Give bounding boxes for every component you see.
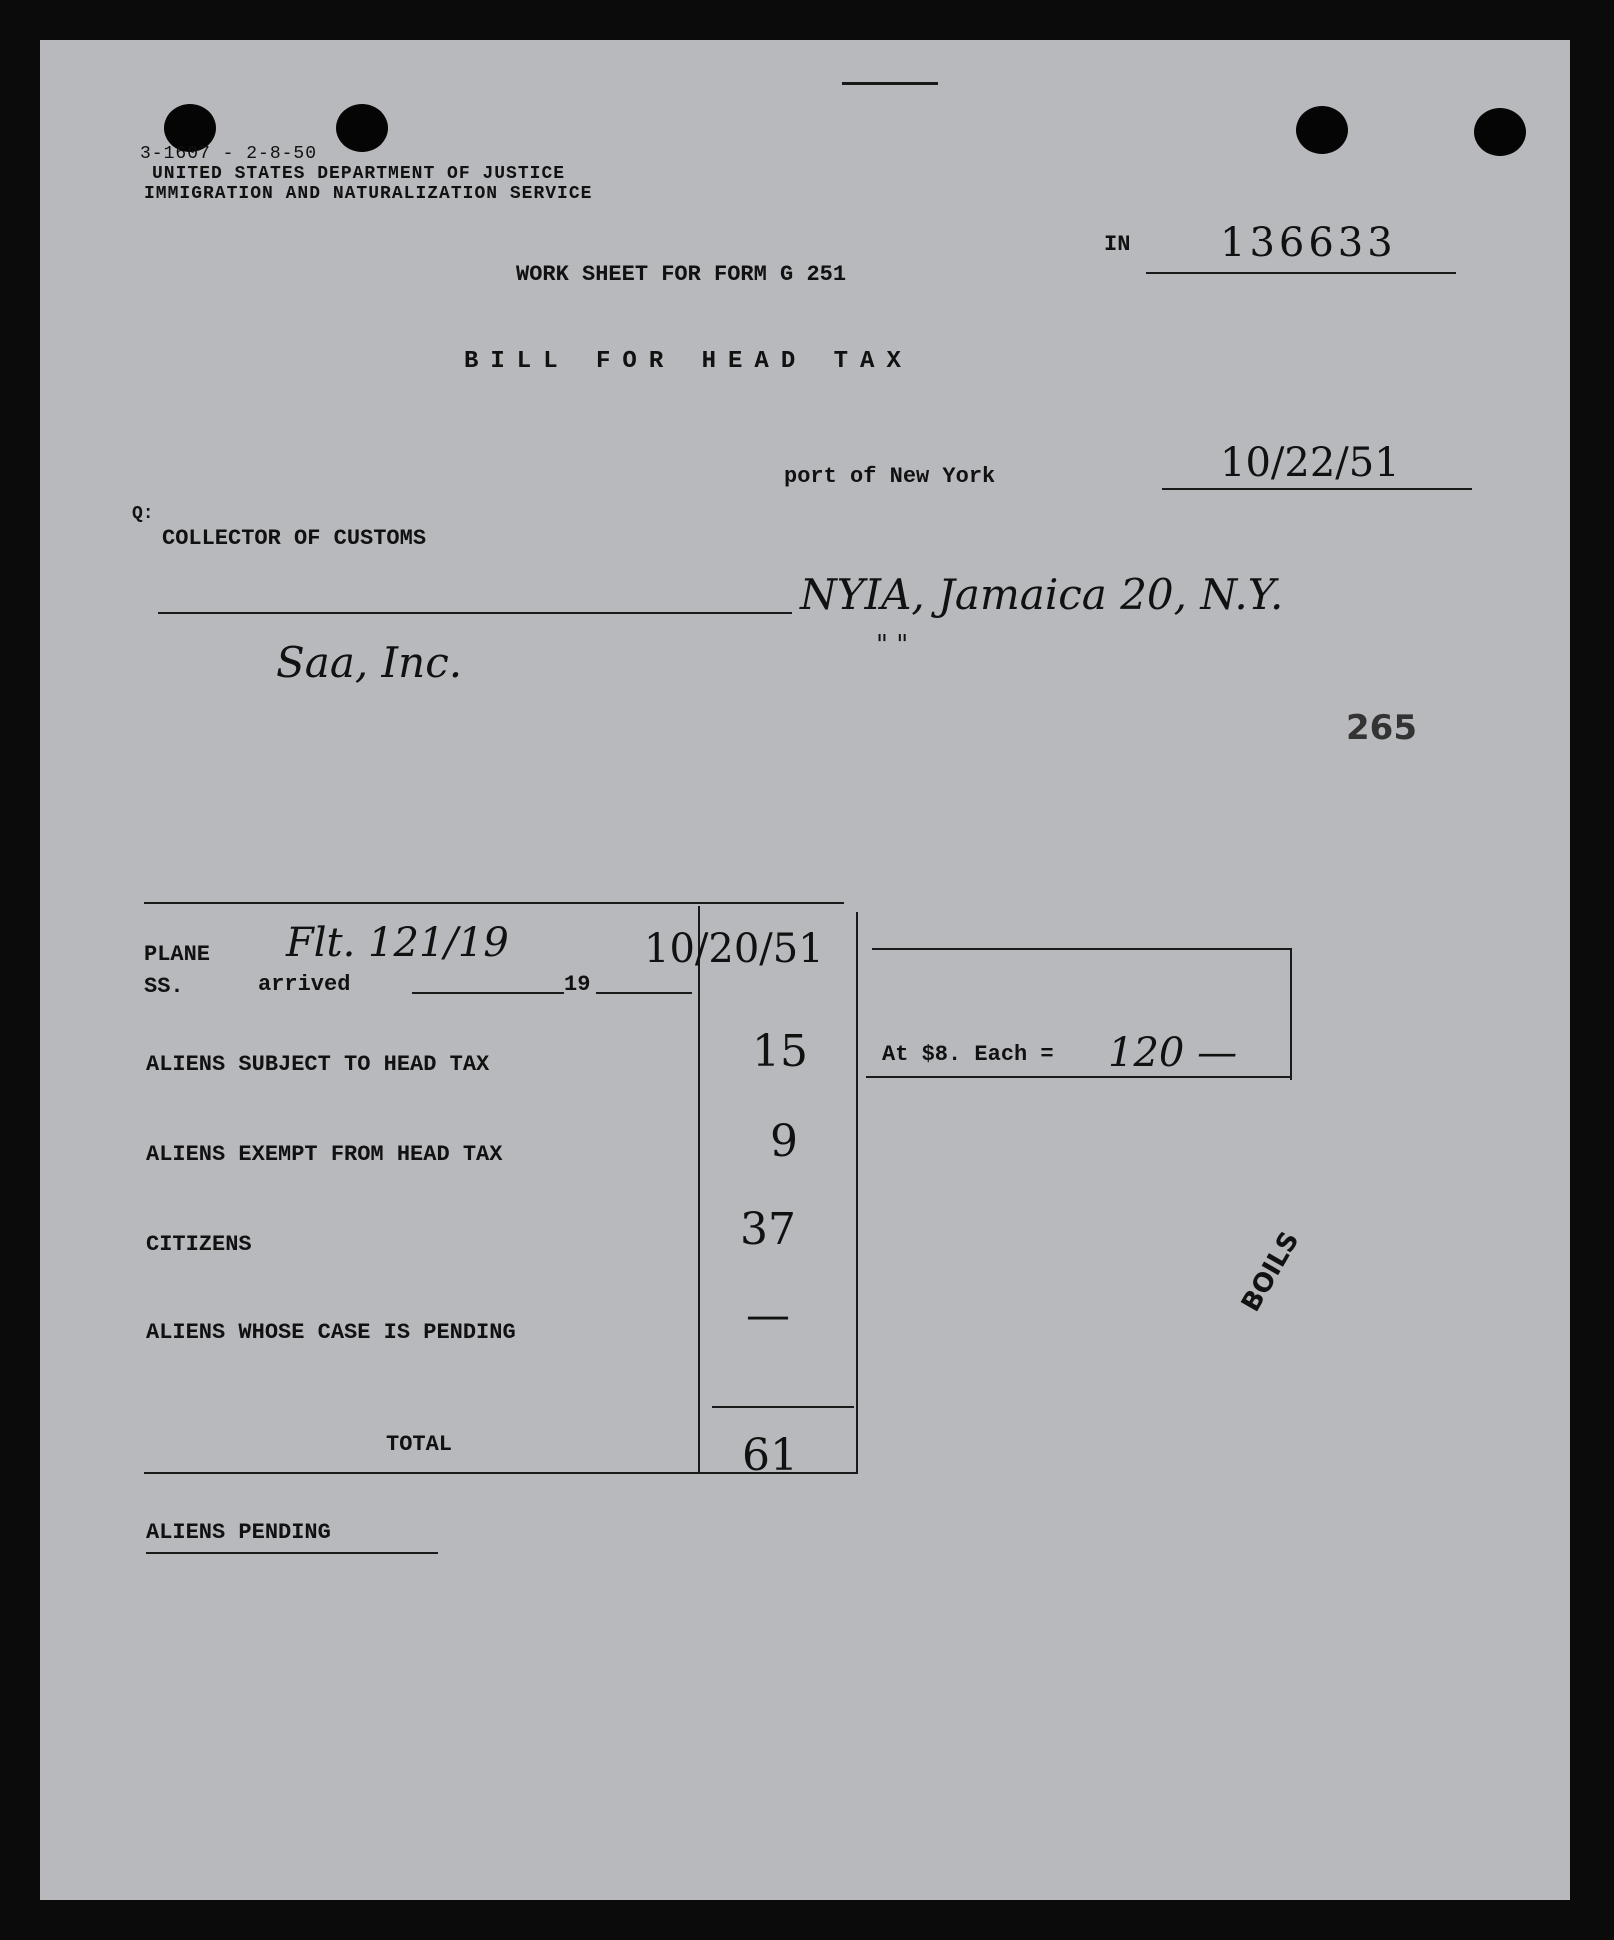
total-label: TOTAL — [386, 1432, 453, 1457]
arrival-date: 10/20/51 — [644, 926, 824, 972]
table-top-border — [144, 902, 844, 904]
ss-label: SS. — [144, 974, 184, 999]
port-date: 10/22/51 — [1220, 440, 1400, 486]
calc-box-top — [872, 948, 1292, 950]
port-label: port of New York — [784, 464, 996, 489]
row-label-citizens: CITIZENS — [146, 1232, 252, 1257]
collector-label: COLLECTOR OF CUSTOMS — [162, 526, 427, 551]
calc-amount: 120 — — [1108, 1030, 1238, 1076]
top-mark — [842, 82, 938, 85]
carrier-handwritten: Saa, Inc. — [276, 638, 463, 687]
ditto-marks: " " — [876, 630, 909, 660]
total-rule — [712, 1406, 854, 1408]
document-page — [40, 40, 1570, 1900]
flight-handwritten: Flt. 121/19 — [286, 920, 509, 966]
agency-line-1: UNITED STATES DEPARTMENT OF JUSTICE — [152, 164, 566, 184]
total-value: 61 — [742, 1430, 798, 1481]
aliens-pending-label: ALIENS PENDING — [146, 1520, 331, 1545]
bill-title: BILL FOR HEAD TAX — [464, 348, 913, 375]
stamp-text: BOILS — [1236, 1226, 1306, 1317]
collector-underline — [158, 612, 792, 614]
form-code: 3-1607 - 2-8-50 — [140, 144, 318, 164]
punch-hole-icon — [336, 104, 388, 152]
row-label-exempt: ALIENS EXEMPT FROM HEAD TAX — [146, 1142, 503, 1167]
punch-hole-icon — [1296, 106, 1348, 154]
agency-line-2: IMMIGRATION AND NATURALIZATION SERVICE — [144, 184, 593, 204]
calc-label: At $8. Each = — [882, 1042, 1054, 1067]
punch-hole-icon — [1474, 108, 1526, 156]
row-value-pending: — — [746, 1290, 790, 1341]
table-divider — [698, 906, 700, 1472]
arrived-label: arrived — [258, 972, 351, 997]
in-number: 136633 — [1220, 220, 1397, 266]
arrived-line — [412, 992, 564, 994]
in-label: IN — [1104, 232, 1131, 257]
address-handwritten: NYIA, Jamaica 20, N.Y. — [800, 570, 1284, 619]
year-label: 19 — [564, 972, 591, 997]
row-value-citizens: 37 — [740, 1204, 796, 1255]
date-underline — [1162, 488, 1472, 490]
to-label: Q: — [132, 504, 154, 524]
row-value-exempt: 9 — [770, 1116, 798, 1167]
stamp-number: 265 — [1346, 708, 1417, 748]
worksheet-title: WORK SHEET FOR FORM G 251 — [516, 262, 847, 287]
year-line — [596, 992, 692, 994]
plane-label: PLANE — [144, 942, 211, 967]
in-number-underline — [1146, 272, 1456, 274]
calc-box-bottom — [866, 1076, 1292, 1078]
row-label-subject: ALIENS SUBJECT TO HEAD TAX — [146, 1052, 490, 1077]
row-label-pending: ALIENS WHOSE CASE IS PENDING — [146, 1320, 516, 1345]
row-value-subject: 15 — [752, 1026, 808, 1077]
table-right-border — [856, 912, 858, 1472]
aliens-pending-underline — [146, 1552, 438, 1554]
calc-box-right — [1290, 948, 1292, 1080]
